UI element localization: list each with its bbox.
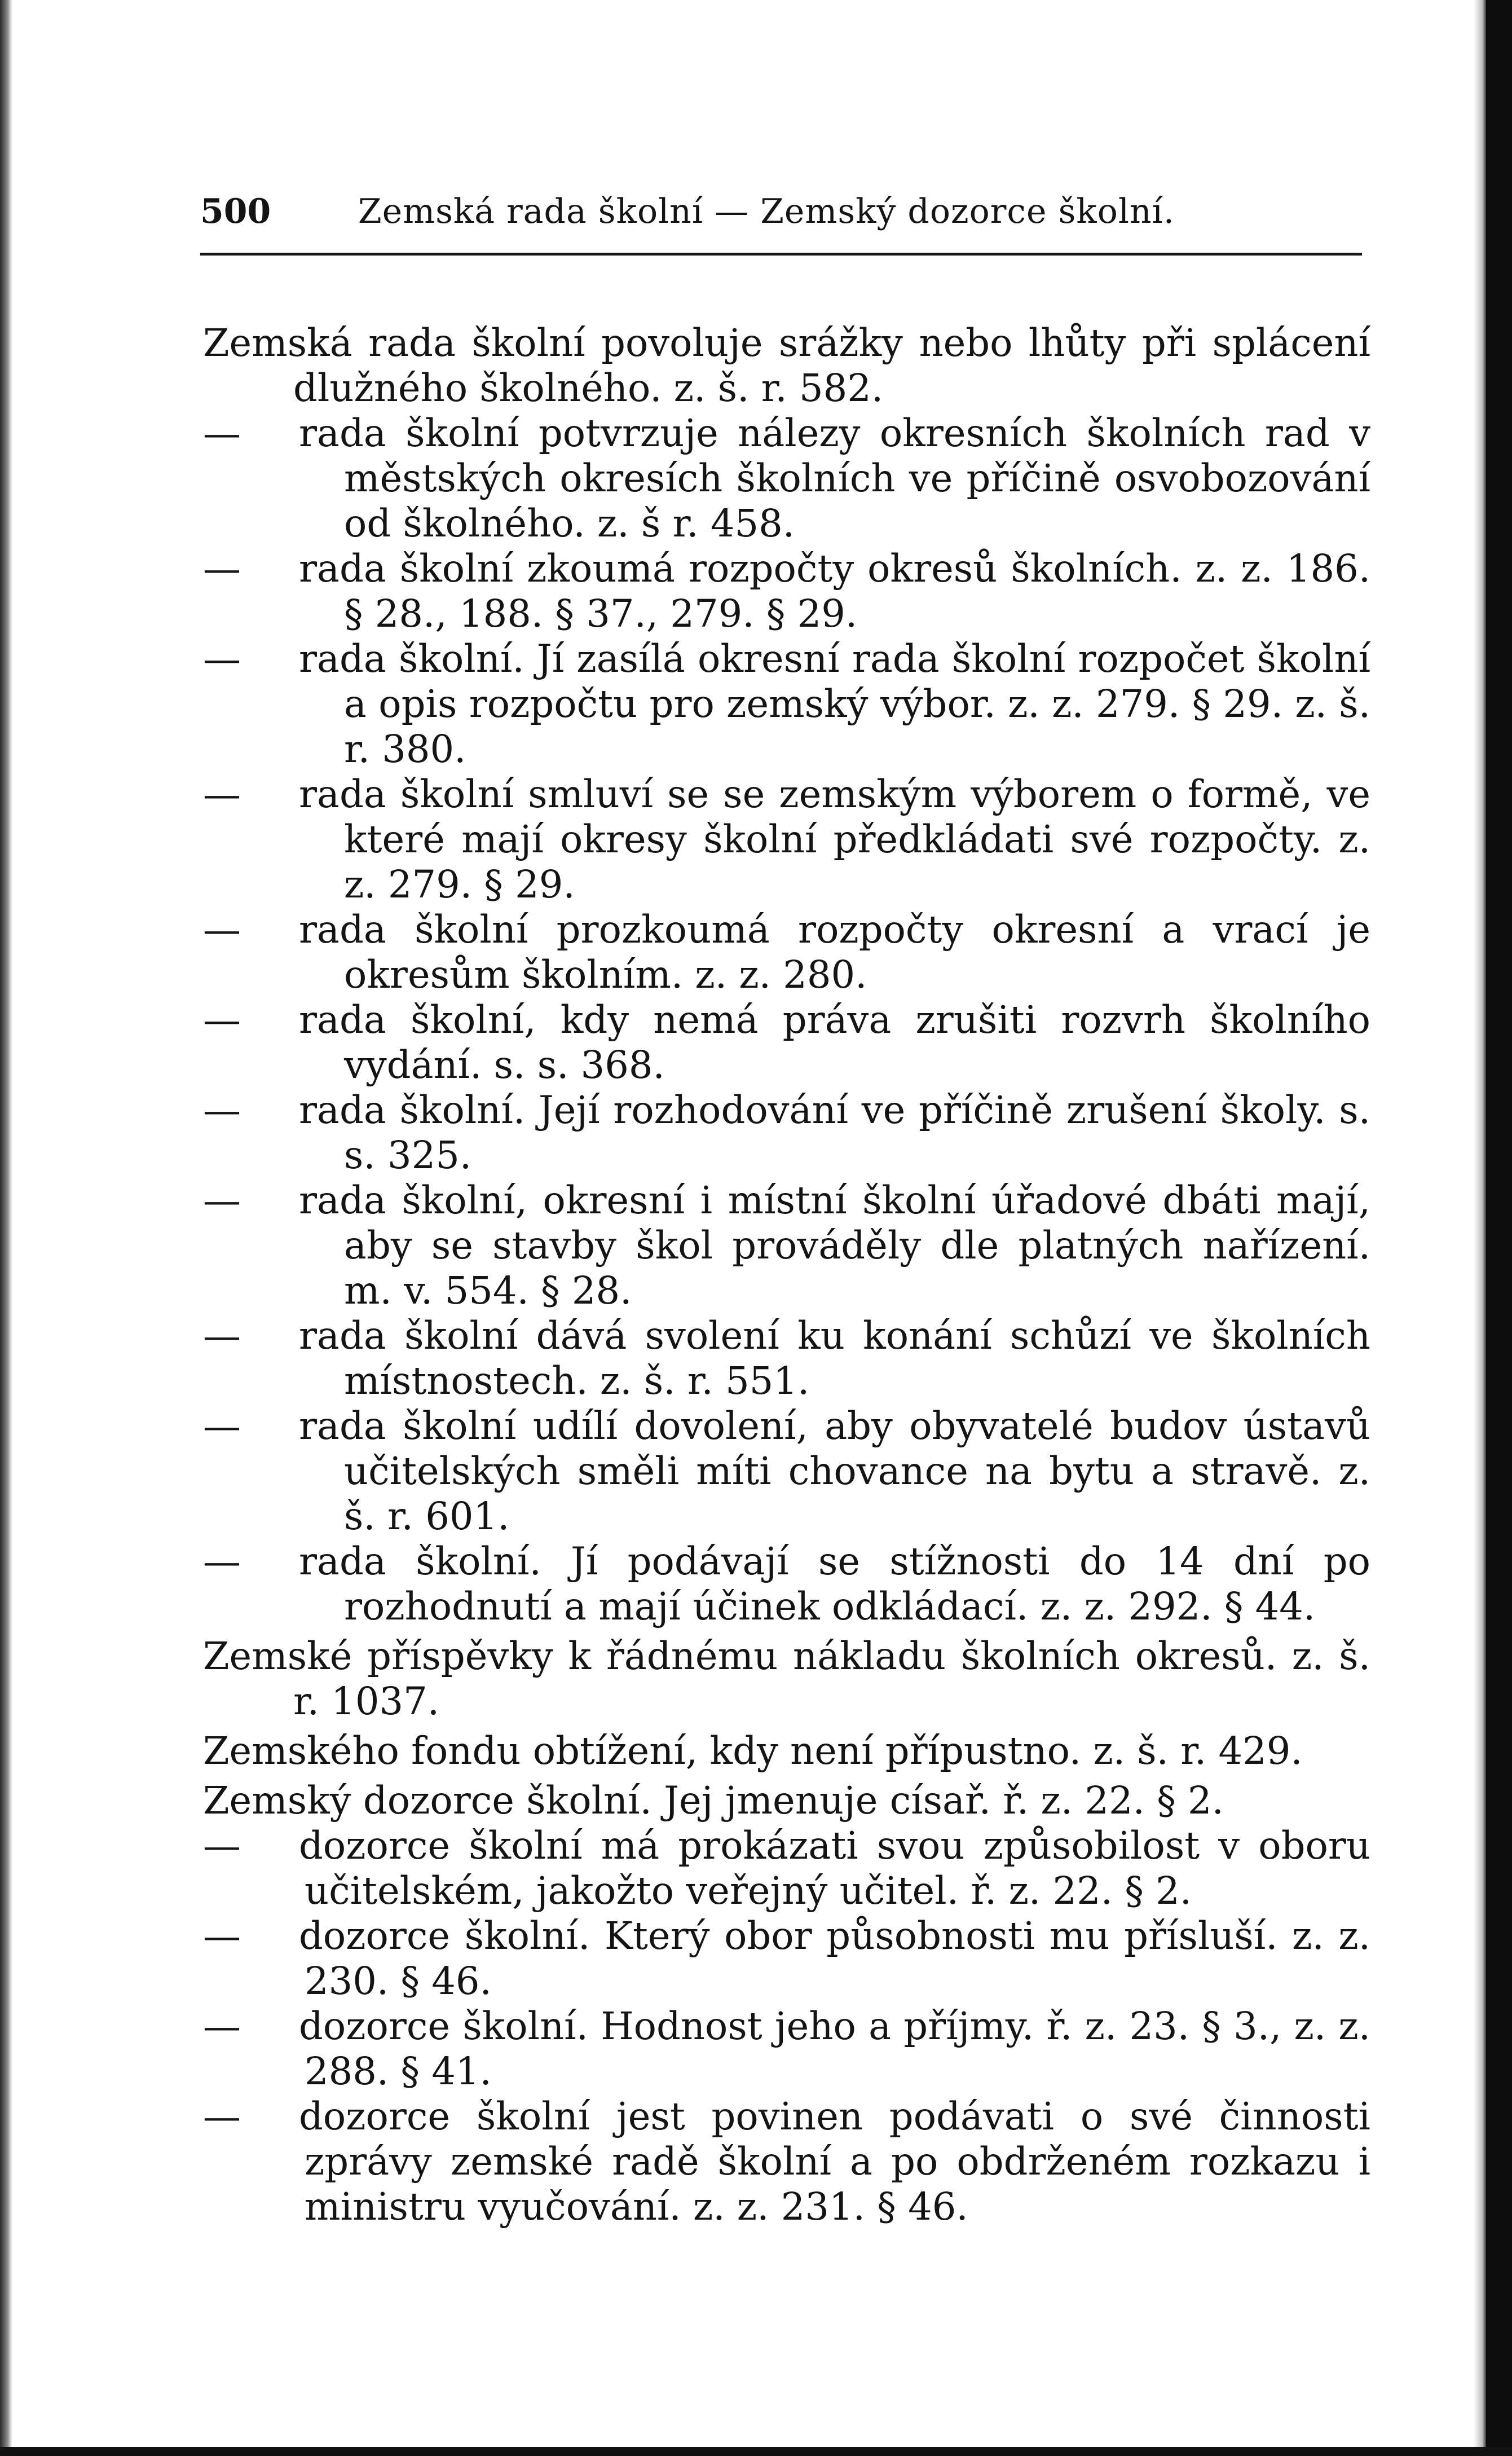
index-entry bbox=[203, 772, 1370, 907]
page-edge-right bbox=[1486, 0, 1512, 2456]
index-entry bbox=[203, 1178, 1370, 1313]
dash-marker: — bbox=[203, 1824, 241, 1868]
entry-text: rada školní prozkoumá rozpočty okresní a vrací je okresům školním. z. z. 280. bbox=[299, 908, 1370, 997]
entry-text: rada školní, okresní i místní školní úřadové dbáti mají, aby se stavby škol prováděly dle platných nařízení. m. v. 554. § 28. bbox=[299, 1178, 1370, 1313]
index-entry bbox=[203, 1313, 1370, 1403]
entry-text: rada školní udílí dovolení, aby obyvatelé budov ústavů učitelských směli míti chovance na bytu a stravě. z. š. r. 601. bbox=[299, 1404, 1370, 1538]
entry-text: rada školní. Jí podávají se stížnosti do 14 dní po rozhodnutí a mají účinek odkládací. z. z. 292. § 44. bbox=[299, 1539, 1370, 1628]
dash-marker: — bbox=[203, 2094, 241, 2138]
dash-marker: — bbox=[203, 1404, 241, 1448]
index-entry bbox=[203, 1539, 1370, 1629]
index-entry bbox=[203, 1403, 1370, 1539]
index-entry bbox=[203, 320, 1370, 411]
entry-text: rada školní potvrzuje nálezy okresních školních rad v městských okresích školních ve příčině osvobozování od školného. z. š r. 458. bbox=[299, 411, 1370, 545]
page-edge-bottom bbox=[0, 2447, 1512, 2456]
index-entry bbox=[203, 907, 1370, 997]
dash-marker: — bbox=[203, 1539, 241, 1583]
entry-text: Zemský dozorce školní. Jej jmenuje císař. ř. z. 22. § 2. bbox=[203, 1779, 1224, 1823]
page-header bbox=[200, 186, 1362, 237]
index-entry bbox=[203, 546, 1370, 636]
dash-marker: — bbox=[203, 1914, 241, 1958]
index-entry bbox=[203, 2094, 1370, 2229]
entry-text: rada školní smluví se se zemským výborem o formě, ve které mají okresy školní předkládati své rozpočty. z. z. 279. § 29. bbox=[299, 772, 1370, 906]
dash-marker: — bbox=[203, 908, 241, 952]
dash-marker: — bbox=[203, 1314, 241, 1358]
entry-text: rada školní zkoumá rozpočty okresů školních. z. z. 186. § 28., 188. § 37., 279. § 29. bbox=[299, 547, 1370, 636]
index-entry bbox=[203, 1088, 1370, 1178]
dash-marker: — bbox=[203, 2004, 241, 2048]
dash-marker: — bbox=[203, 637, 241, 681]
running-head: Zemská rada školní — Zemský dozorce školní. bbox=[358, 192, 1175, 231]
dash-marker: — bbox=[203, 998, 241, 1042]
index-entry bbox=[203, 636, 1370, 772]
index-entry bbox=[203, 1823, 1370, 1913]
index-entry bbox=[203, 997, 1370, 1088]
dash-marker: — bbox=[203, 547, 241, 591]
dash-marker: — bbox=[203, 411, 241, 455]
index-entry bbox=[203, 1778, 1370, 1823]
index-entries bbox=[203, 316, 1370, 2229]
entry-text: Zemské příspěvky k řádnému nákladu školních okresů. z. š. r. 1037. bbox=[203, 1634, 1370, 1723]
index-entry bbox=[203, 1913, 1370, 2004]
dash-marker: — bbox=[203, 772, 241, 816]
header-rule bbox=[200, 253, 1362, 256]
index-entry bbox=[203, 2004, 1370, 2094]
dash-marker: — bbox=[203, 1178, 241, 1222]
entry-text: rada školní. Její rozhodování ve příčině zrušení školy. s. s. 325. bbox=[299, 1088, 1370, 1177]
page-gutter-shadow bbox=[1474, 0, 1486, 2456]
entry-text: Zemská rada školní povoluje srážky nebo lhůty při splácení dlužného školného. z. š. r. 582. bbox=[203, 321, 1370, 410]
index-entry bbox=[203, 411, 1370, 546]
entry-text: Zemského fondu obtížení, kdy není přípustno. z. š. r. 429. bbox=[203, 1729, 1303, 1773]
entry-text: dozorce školní má prokázati svou způsobilost v oboru učitelském, jakožto veřejný učitel. ř. z. 22. § 2. bbox=[299, 1824, 1370, 1913]
page-edge-left bbox=[0, 0, 12, 2456]
entry-text: dozorce školní. Hodnost jeho a příjmy. ř. z. 23. § 3., z. z. 288. § 41. bbox=[299, 2004, 1370, 2093]
entry-text: rada školní, kdy nemá práva zrušiti rozvrh školního vydání. s. s. 368. bbox=[299, 998, 1370, 1087]
entry-text: rada školní. Jí zasílá okresní rada školní rozpočet školní a opis rozpočtu pro zemský výbor. z. z. 279. § 29. z. š. r. 380. bbox=[299, 637, 1370, 771]
index-entry bbox=[203, 1728, 1370, 1773]
dash-marker: — bbox=[203, 1088, 241, 1132]
entry-text: rada školní dává svolení ku konání schůzí ve školních místnostech. z. š. r. 551. bbox=[299, 1314, 1370, 1403]
entry-text: dozorce školní. Který obor působnosti mu přísluší. z. z. 230. § 46. bbox=[299, 1914, 1370, 2003]
entry-text: dozorce školní jest povinen podávati o své činnosti zprávy zemské radě školní a po obdrženém rozkazu i ministru vyučování. z. z. 231. § 46. bbox=[299, 2094, 1370, 2229]
page-number: 500 bbox=[200, 192, 271, 231]
index-entry bbox=[203, 1634, 1370, 1724]
